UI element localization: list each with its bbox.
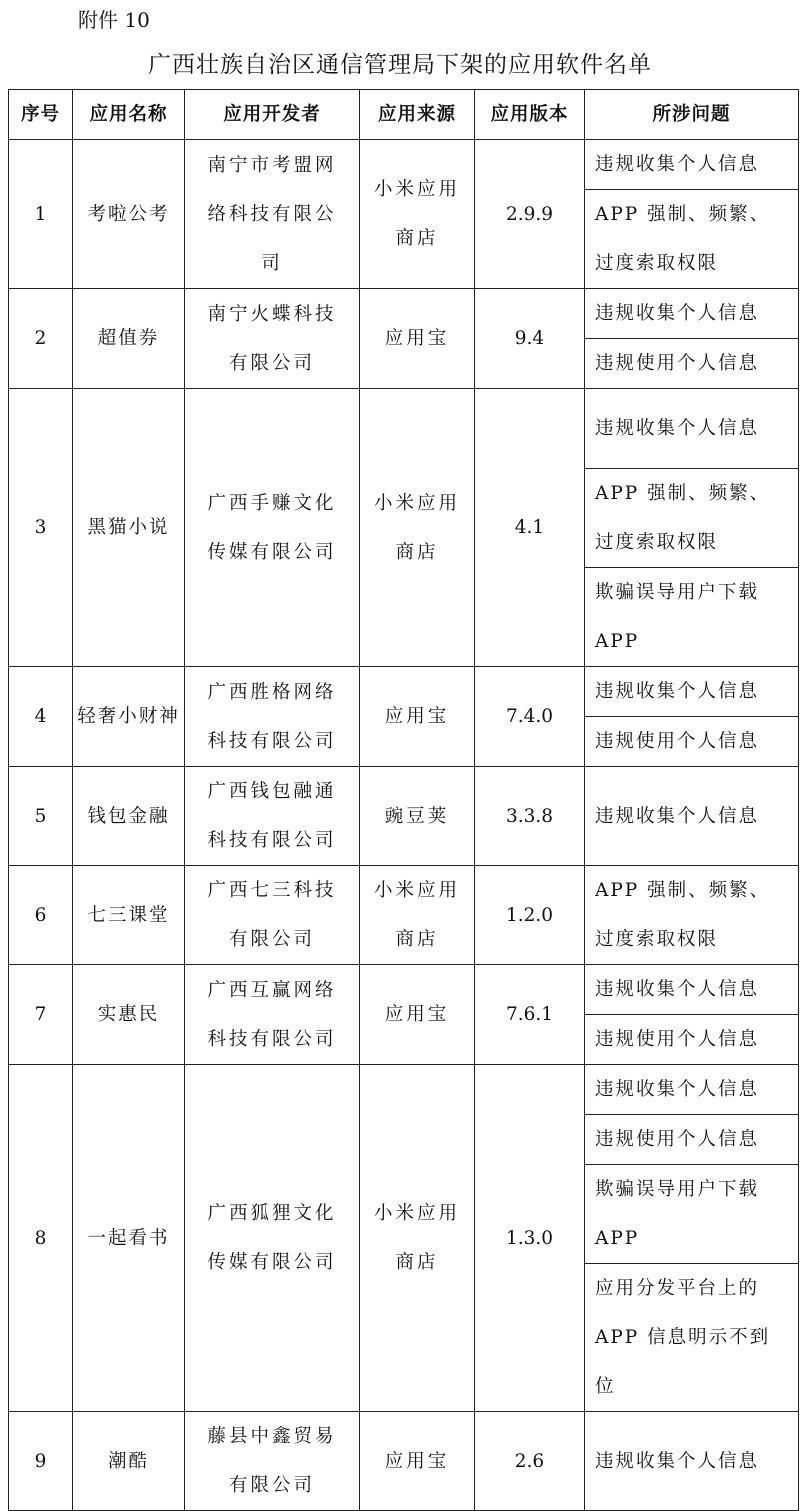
app-developer bbox=[185, 140, 360, 289]
app-source bbox=[360, 289, 475, 389]
row-number bbox=[9, 965, 73, 1065]
row-number-text: 8 bbox=[34, 1227, 47, 1249]
table-row bbox=[9, 140, 799, 190]
col-header-no: 序号 bbox=[9, 90, 73, 140]
app-source bbox=[360, 767, 475, 866]
row-number bbox=[9, 1412, 73, 1511]
app-version-text: 2.6 bbox=[514, 1450, 545, 1472]
issue-cell: 违规使用个人信息 bbox=[585, 1115, 799, 1165]
app-source-text: 小米应用商店 bbox=[373, 492, 460, 563]
app-name-text: 轻奢小财神 bbox=[77, 706, 180, 727]
app-name bbox=[73, 389, 185, 667]
row-number-text: 1 bbox=[34, 203, 47, 225]
app-source bbox=[360, 140, 475, 289]
app-name-text: 一起看书 bbox=[87, 1227, 170, 1249]
app-name bbox=[73, 965, 185, 1065]
issue-cell: 欺骗误导用户下载 APP bbox=[585, 1165, 799, 1264]
app-name bbox=[73, 1412, 185, 1511]
app-name-text: 潮酷 bbox=[107, 1450, 149, 1472]
app-source bbox=[360, 667, 475, 767]
issue-cell: 违规收集个人信息 bbox=[585, 965, 799, 1015]
app-developer bbox=[185, 289, 360, 389]
table-row bbox=[9, 1065, 799, 1115]
issue-cell: 违规收集个人信息 bbox=[585, 667, 799, 717]
app-version-text: 1.2.0 bbox=[505, 904, 554, 926]
app-version-text: 2.9.9 bbox=[505, 203, 554, 225]
app-developer-text: 南宁火蝶科技有限公司 bbox=[207, 303, 337, 374]
table-row bbox=[9, 667, 799, 717]
app-name-text: 七三课堂 bbox=[87, 904, 170, 926]
app-version bbox=[475, 866, 585, 965]
row-number-text: 4 bbox=[34, 706, 47, 727]
app-name-text: 实惠民 bbox=[97, 1004, 160, 1025]
app-developer bbox=[185, 1412, 360, 1511]
app-version bbox=[475, 1065, 585, 1412]
app-developer-text: 广西钱包融通科技有限公司 bbox=[207, 781, 337, 851]
app-name bbox=[73, 767, 185, 866]
table-row bbox=[9, 866, 799, 965]
app-name bbox=[73, 289, 185, 389]
app-developer-text: 广西手赚文化传媒有限公司 bbox=[207, 492, 337, 563]
app-name-text: 考啦公考 bbox=[87, 203, 170, 225]
app-name bbox=[73, 667, 185, 767]
issue-cell: 违规收集个人信息 bbox=[585, 389, 799, 469]
app-source bbox=[360, 1065, 475, 1412]
app-developer bbox=[185, 767, 360, 866]
row-number bbox=[9, 289, 73, 389]
app-developer bbox=[185, 965, 360, 1065]
app-source-text: 应用宝 bbox=[384, 706, 450, 727]
issue-cell: 违规收集个人信息 bbox=[585, 767, 799, 866]
row-number-text: 9 bbox=[34, 1450, 47, 1472]
app-source bbox=[360, 965, 475, 1065]
app-developer-text: 南宁市考盟网络科技有限公司 bbox=[207, 154, 337, 274]
issue-cell: APP 强制、频繁、过度索取权限 bbox=[585, 866, 799, 965]
app-source-text: 小米应用商店 bbox=[373, 179, 460, 249]
issue-cell: 违规使用个人信息 bbox=[585, 339, 799, 389]
col-header-source: 应用来源 bbox=[360, 90, 475, 140]
app-version bbox=[475, 389, 585, 667]
issue-cell: 应用分发平台上的 APP 信息明示不到位 bbox=[585, 1264, 799, 1412]
app-version-text: 3.3.8 bbox=[505, 805, 554, 827]
table-header-row bbox=[9, 90, 799, 140]
app-version-text: 7.6.1 bbox=[505, 1004, 554, 1025]
app-source bbox=[360, 866, 475, 965]
app-name-text: 钱包金融 bbox=[87, 805, 170, 827]
app-source-text: 小米应用商店 bbox=[373, 880, 460, 950]
app-version-text: 1.3.0 bbox=[505, 1227, 554, 1249]
document-title: 广西壮族自治区通信管理局下架的应用软件名单 bbox=[148, 52, 652, 78]
issue-cell: 违规使用个人信息 bbox=[585, 717, 799, 767]
issue-cell: APP 强制、频繁、过度索取权限 bbox=[585, 469, 799, 568]
app-version-text: 9.4 bbox=[514, 328, 545, 349]
app-name bbox=[73, 1065, 185, 1412]
app-source-text: 应用宝 bbox=[384, 1450, 450, 1472]
app-version bbox=[475, 767, 585, 866]
table-row bbox=[9, 289, 799, 339]
app-version bbox=[475, 289, 585, 389]
app-version-text: 4.1 bbox=[514, 517, 545, 538]
app-developer bbox=[185, 866, 360, 965]
col-header-developer: 应用开发者 bbox=[185, 90, 360, 140]
app-source bbox=[360, 1412, 475, 1511]
app-name-text: 超值券 bbox=[97, 328, 160, 349]
issue-cell: 欺骗误导用户下载 APP bbox=[585, 568, 799, 667]
col-header-name: 应用名称 bbox=[73, 90, 185, 140]
row-number bbox=[9, 389, 73, 667]
issue-cell: 违规收集个人信息 bbox=[585, 140, 799, 190]
app-source bbox=[360, 389, 475, 667]
col-header-version: 应用版本 bbox=[475, 90, 585, 140]
app-developer-text: 广西互赢网络科技有限公司 bbox=[207, 979, 337, 1050]
app-name bbox=[73, 140, 185, 289]
table-row bbox=[9, 1412, 799, 1511]
issue-cell: 违规收集个人信息 bbox=[585, 289, 799, 339]
app-version bbox=[475, 1412, 585, 1511]
table-row bbox=[9, 389, 799, 469]
row-number-text: 2 bbox=[34, 328, 47, 349]
app-developer-text: 藤县中鑫贸易有限公司 bbox=[207, 1426, 337, 1496]
app-name bbox=[73, 866, 185, 965]
app-source-text: 应用宝 bbox=[384, 328, 450, 349]
row-number bbox=[9, 1065, 73, 1412]
app-name-text: 黑猫小说 bbox=[87, 517, 170, 538]
row-number bbox=[9, 667, 73, 767]
row-number bbox=[9, 866, 73, 965]
table-row bbox=[9, 767, 799, 866]
app-developer-text: 广西胜格网络科技有限公司 bbox=[207, 681, 337, 752]
app-version bbox=[475, 140, 585, 289]
issue-cell: APP 强制、频繁、过度索取权限 bbox=[585, 190, 799, 289]
col-header-issues: 所涉问题 bbox=[585, 90, 799, 140]
issue-cell: 违规使用个人信息 bbox=[585, 1015, 799, 1065]
app-developer bbox=[185, 667, 360, 767]
app-developer bbox=[185, 1065, 360, 1412]
app-version bbox=[475, 667, 585, 767]
table-body bbox=[9, 140, 799, 1511]
row-number bbox=[9, 767, 73, 866]
app-developer bbox=[185, 389, 360, 667]
app-source-text: 小米应用商店 bbox=[373, 1203, 460, 1273]
row-number-text: 5 bbox=[34, 805, 47, 827]
row-number-text: 3 bbox=[34, 517, 47, 538]
app-developer-text: 广西七三科技有限公司 bbox=[207, 880, 337, 950]
row-number bbox=[9, 140, 73, 289]
app-source-text: 豌豆荚 bbox=[384, 805, 450, 827]
app-version bbox=[475, 965, 585, 1065]
issue-cell: 违规收集个人信息 bbox=[585, 1065, 799, 1115]
app-version-text: 7.4.0 bbox=[505, 706, 554, 727]
row-number-text: 7 bbox=[34, 1004, 47, 1025]
app-list-table bbox=[8, 89, 799, 1511]
attachment-label: 附件 10 bbox=[78, 8, 150, 32]
issue-cell: 违规收集个人信息 bbox=[585, 1412, 799, 1511]
row-number-text: 6 bbox=[34, 904, 47, 926]
app-developer-text: 广西狐狸文化传媒有限公司 bbox=[207, 1203, 337, 1273]
table-row bbox=[9, 965, 799, 1015]
app-source-text: 应用宝 bbox=[384, 1004, 450, 1025]
